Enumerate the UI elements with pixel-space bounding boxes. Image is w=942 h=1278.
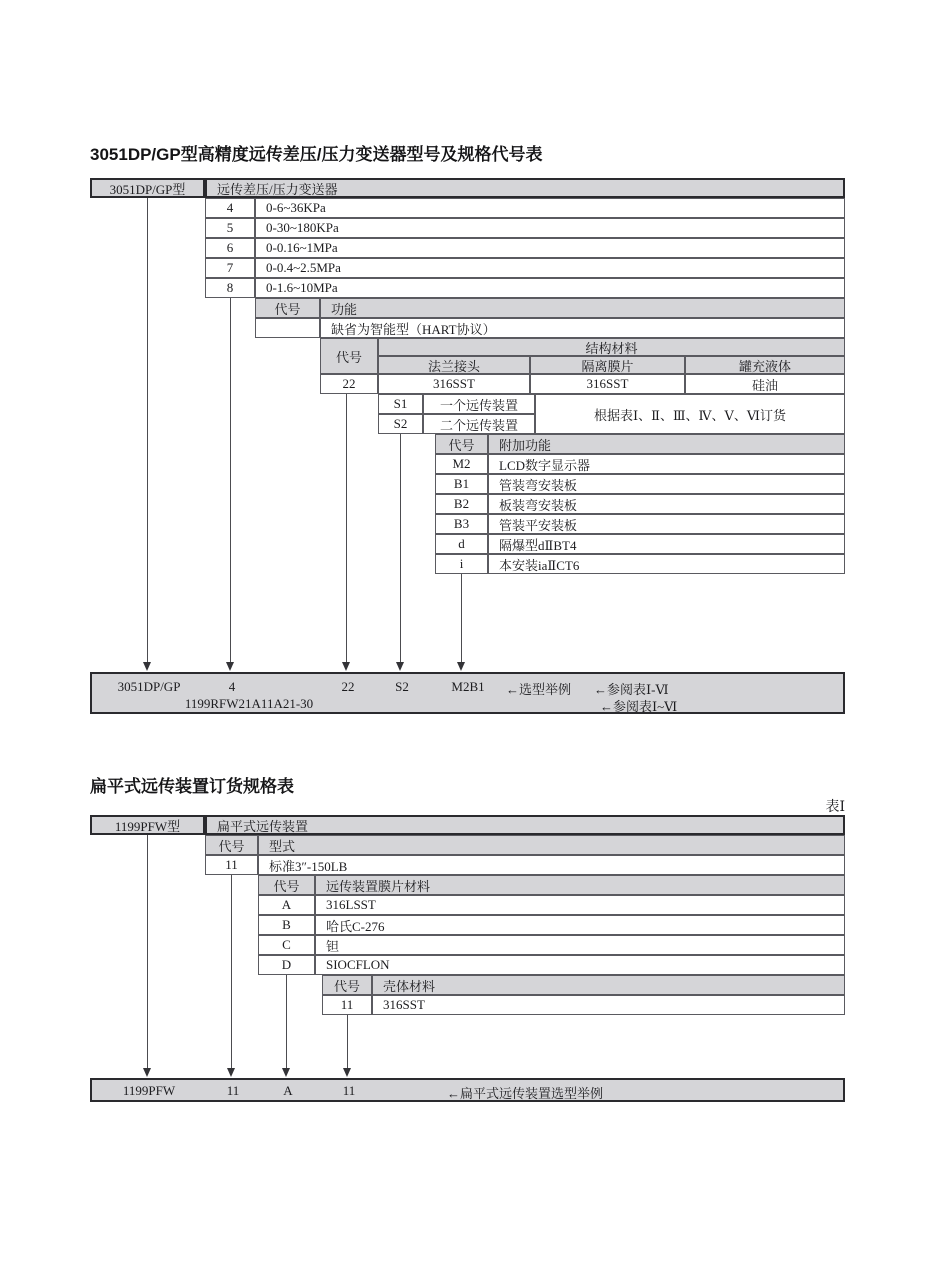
table1-addon_block-rows-1-code-cell: B1 xyxy=(435,474,488,494)
table1-summary-code-3: 22 xyxy=(341,679,355,694)
table2-housing_block-code_header-cell: 代号 xyxy=(322,975,372,995)
table2-type_block-row-code-cell: 11 xyxy=(205,855,258,875)
t2-drop-arrow-2-line xyxy=(231,875,232,1068)
t1-drop-arrow-3-line xyxy=(346,394,347,662)
table1-remote_block-rows-1-desc-cell: 二个远传装置 xyxy=(423,414,535,434)
t1-drop-arrow-2-line xyxy=(230,298,231,662)
table1-ranges-4-code-cell: 8 xyxy=(205,278,255,298)
table1-ranges-2-code-cell: 6 xyxy=(205,238,255,258)
table1-addon_block-rows-3-code-cell: B3 xyxy=(435,514,488,534)
table1-title: 3051DP/GP型高精度远传差压/压力变送器型号及规格代号表 xyxy=(90,145,543,164)
table1-addon_block-rows-0-code-cell: M2 xyxy=(435,454,488,474)
table1-ranges-1-desc-cell: 0-30~180KPa xyxy=(255,218,845,238)
table2-title: 扁平式远传装置订货规格表 xyxy=(90,777,294,796)
t2-drop-arrow-4-line xyxy=(347,1015,348,1068)
table1-summary-sub-ref-note: ←参阅表Ⅰ~Ⅵ xyxy=(600,699,678,714)
t2-drop-arrow-2-head xyxy=(227,1068,235,1077)
table2-summary-bar xyxy=(90,1078,845,1102)
table1-addon_block-rows-3-desc-cell: 管装平安装板 xyxy=(488,514,845,534)
table1-addon_block-code_header-cell: 代号 xyxy=(435,434,488,454)
t2-drop-arrow-3-line xyxy=(286,975,287,1068)
table1-root-desc-cell: 远传差压/压力变送器 xyxy=(205,178,845,198)
table2-ref-label: 表Ⅰ xyxy=(825,800,845,815)
t1-drop-arrow-5-head xyxy=(457,662,465,671)
t1-drop-arrow-4-line xyxy=(400,434,401,662)
table2-summary-code-4: 11 xyxy=(342,1083,356,1098)
table1-material_block-row-values-0-cell: 316SST xyxy=(378,374,530,394)
table1-material_block-group_header-cell: 结构材料 xyxy=(378,338,845,356)
table1-summary-example-note: ←选型举例 xyxy=(506,682,572,697)
table1-summary-code-5: M2B1 xyxy=(451,679,485,694)
table1-ranges-4-desc-cell: 0-1.6~10MPa xyxy=(255,278,845,298)
table1-material_block-columns-2-cell: 罐充液体 xyxy=(685,356,845,374)
table1-remote_block-rows-0-desc-cell: 一个远传装置 xyxy=(423,394,535,414)
table1-addon_block-desc_header-cell: 附加功能 xyxy=(488,434,845,454)
table2-diaphragm_block-rows-0-code-cell: A xyxy=(258,895,315,915)
table2-diaphragm_block-rows-2-desc-cell: 钽 xyxy=(315,935,845,955)
table1-material_block-columns-0-cell: 法兰接头 xyxy=(378,356,530,374)
table1-summary-code-2: 4 xyxy=(228,679,236,694)
table1-addon_block-rows-1-desc-cell: 管装弯安装板 xyxy=(488,474,845,494)
table2-summary-code-3: A xyxy=(283,1083,293,1098)
table2-summary-code-1: 1199PFW xyxy=(122,1083,176,1098)
table2-summary-code-2: 11 xyxy=(226,1083,240,1098)
table2-diaphragm_block-rows-3-desc-cell: SIOCFLON xyxy=(315,955,845,975)
t2-drop-arrow-1-line xyxy=(147,835,148,1068)
t1-drop-arrow-4-head xyxy=(396,662,404,671)
table1-addon_block-rows-0-desc-cell: LCD数字显示器 xyxy=(488,454,845,474)
table1-addon_block-rows-5-desc-cell: 本安装iaⅡCT6 xyxy=(488,554,845,574)
table2-diaphragm_block-rows-0-desc-cell: 316LSST xyxy=(315,895,845,915)
table1-ranges-3-code-cell: 7 xyxy=(205,258,255,278)
table2-type_block-code_header-cell: 代号 xyxy=(205,835,258,855)
table2-housing_block-desc_header-cell: 壳体材料 xyxy=(372,975,845,995)
table1-summary-code-4: S2 xyxy=(395,679,409,694)
table1-function_block-default_row-cell: 缺省为智能型（HART协议） xyxy=(320,318,845,338)
table1-remote_block-note-cell: 根据表Ⅰ、Ⅱ、Ⅲ、Ⅳ、Ⅴ、Ⅵ订货 xyxy=(535,394,845,434)
table1-remote_block-rows-1-code-cell: S2 xyxy=(378,414,423,434)
table1-material_block-row-values-2-cell: 硅油 xyxy=(685,374,845,394)
t1-drop-arrow-1-head xyxy=(143,662,151,671)
t1-drop-arrow-5-line xyxy=(461,574,462,662)
table2-diaphragm_block-code_header-cell: 代号 xyxy=(258,875,315,895)
table1-summary-sub-code: 1199RFW21A11A21-30 xyxy=(184,696,314,711)
table1-ranges-0-desc-cell: 0-6~36KPa xyxy=(255,198,845,218)
t1-drop-arrow-1-line xyxy=(147,198,148,662)
table1-material_block-columns-1-cell: 隔离膜片 xyxy=(530,356,685,374)
t2-drop-arrow-4-head xyxy=(343,1068,351,1077)
table1-ranges-3-desc-cell: 0-0.4~2.5MPa xyxy=(255,258,845,278)
table2-housing_block-row-code-cell: 11 xyxy=(322,995,372,1015)
table1-ranges-2-desc-cell: 0-0.16~1MPa xyxy=(255,238,845,258)
table1-ranges-0-code-cell: 4 xyxy=(205,198,255,218)
table1-addon_block-rows-4-desc-cell: 隔爆型dⅡBT4 xyxy=(488,534,845,554)
table1-summary-ref-note: ←参阅表Ⅰ-Ⅵ xyxy=(594,682,669,697)
table1-addon_block-rows-5-code-cell: i xyxy=(435,554,488,574)
table2-type_block-row-desc-cell: 标准3″-150LB xyxy=(258,855,845,875)
table1-material_block-row-values-1-cell: 316SST xyxy=(530,374,685,394)
table2-type_block-desc_header-cell: 型式 xyxy=(258,835,845,855)
table1-addon_block-rows-2-desc-cell: 板装弯安装板 xyxy=(488,494,845,514)
table1-material_block-code_header-cell: 代号 xyxy=(320,338,378,374)
t2-drop-arrow-1-head xyxy=(143,1068,151,1077)
table1-summary-bar xyxy=(90,672,845,714)
table2-diaphragm_block-rows-2-code-cell: C xyxy=(258,935,315,955)
t1-drop-arrow-3-head xyxy=(342,662,350,671)
table1-function_block-desc_header-cell: 功能 xyxy=(320,298,845,318)
table1-addon_block-rows-2-code-cell: B2 xyxy=(435,494,488,514)
table1-function_block-code_header-cell: 代号 xyxy=(255,298,320,318)
empty-code-cell xyxy=(255,318,320,338)
table2-root-desc-cell: 扁平式远传装置 xyxy=(205,815,845,835)
table2-diaphragm_block-rows-1-code-cell: B xyxy=(258,915,315,935)
table1-remote_block-rows-0-code-cell: S1 xyxy=(378,394,423,414)
table1-addon_block-rows-4-code-cell: d xyxy=(435,534,488,554)
table1-root-model-cell: 3051DP/GP型 xyxy=(90,178,205,198)
table2-diaphragm_block-rows-3-code-cell: D xyxy=(258,955,315,975)
table2-root-model-cell: 1199PFW型 xyxy=(90,815,205,835)
table1-material_block-row-code-cell: 22 xyxy=(320,374,378,394)
table1-ranges-1-code-cell: 5 xyxy=(205,218,255,238)
table2-housing_block-row-desc-cell: 316SST xyxy=(372,995,845,1015)
table2-summary-note: ←扁平式远传装置选型举例 xyxy=(447,1086,604,1101)
t1-drop-arrow-2-head xyxy=(226,662,234,671)
table1-summary-code-1: 3051DP/GP xyxy=(117,679,181,694)
t2-drop-arrow-3-head xyxy=(282,1068,290,1077)
table2-diaphragm_block-desc_header-cell: 远传装置膜片材料 xyxy=(315,875,845,895)
table2-diaphragm_block-rows-1-desc-cell: 哈氏C-276 xyxy=(315,915,845,935)
